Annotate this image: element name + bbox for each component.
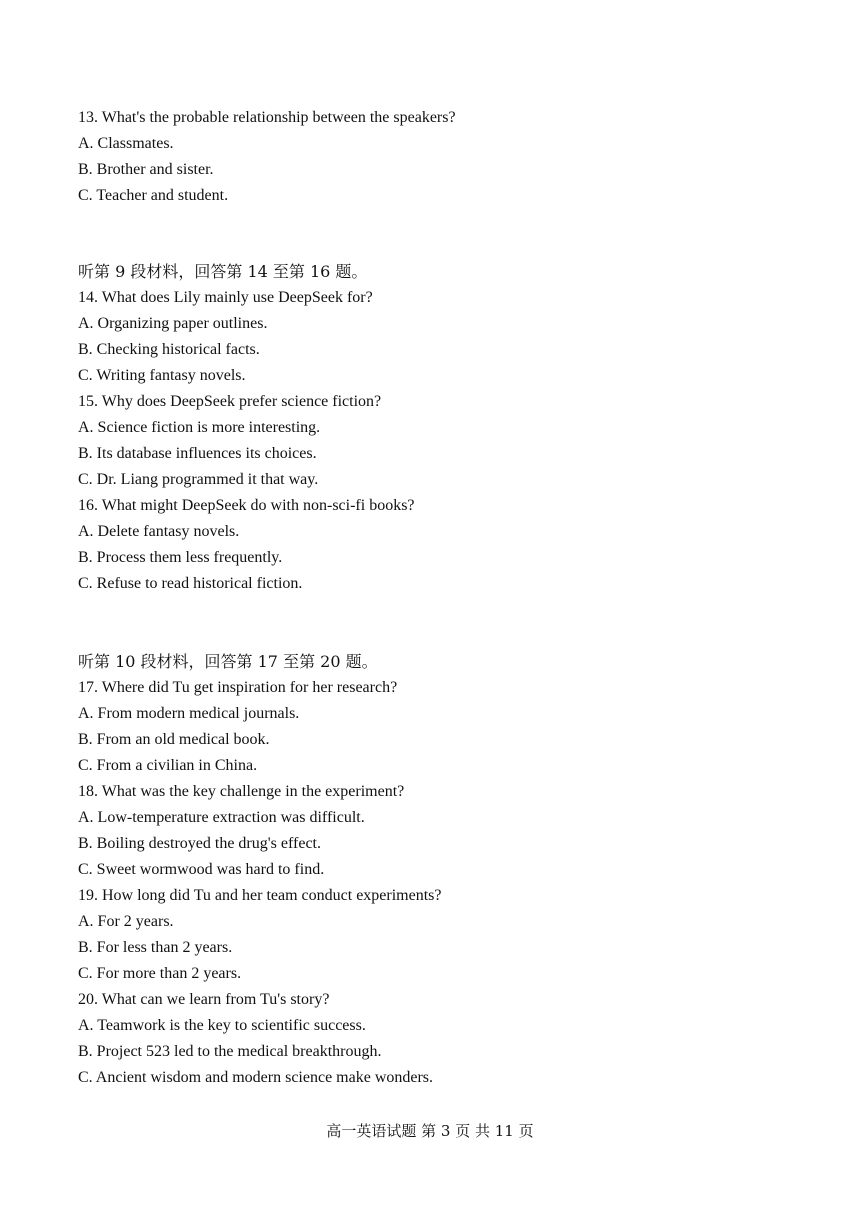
question-19 bbox=[78, 883, 798, 987]
question-18-option-a: A. Low-temperature extraction was difficult. bbox=[78, 809, 365, 826]
question-17 bbox=[78, 675, 798, 779]
question-13-option-a: A. Classmates. bbox=[78, 135, 174, 152]
question-17-option-c: C. From a civilian in China. bbox=[78, 757, 258, 774]
question-19-option-c: C. For more than 2 years. bbox=[78, 965, 242, 982]
question-16 bbox=[78, 493, 798, 597]
question-20-text: 20. What can we learn from Tu's story? bbox=[78, 991, 330, 1008]
section-9-heading: 听第 9 段材料，回答第 14 至第 16 题。 bbox=[78, 262, 368, 281]
question-14-option-b: B. Checking historical facts. bbox=[78, 341, 260, 358]
question-20 bbox=[78, 987, 798, 1091]
question-19-option-b: B. For less than 2 years. bbox=[78, 939, 233, 956]
question-14-option-c: C. Writing fantasy novels. bbox=[78, 367, 246, 384]
question-16-text: 16. What might DeepSeek do with non-sci-fi books? bbox=[78, 497, 415, 514]
question-14-option-a: A. Organizing paper outlines. bbox=[78, 315, 268, 332]
question-16-option-a: A. Delete fantasy novels. bbox=[78, 523, 240, 540]
question-15-option-a: A. Science fiction is more interesting. bbox=[78, 419, 321, 436]
question-18 bbox=[78, 779, 798, 883]
question-20-option-a: A. Teamwork is the key to scientific success. bbox=[78, 1017, 366, 1034]
question-13-option-b: B. Brother and sister. bbox=[78, 161, 214, 178]
question-18-option-b: B. Boiling destroyed the drug's effect. bbox=[78, 835, 321, 852]
question-13-option-c: C. Teacher and student. bbox=[78, 187, 229, 204]
question-20-option-c: C. Ancient wisdom and modern science make wonders. bbox=[78, 1069, 434, 1086]
question-15-option-c: C. Dr. Liang programmed it that way. bbox=[78, 471, 319, 488]
question-19-option-a: A. For 2 years. bbox=[78, 913, 174, 930]
page-footer: 高一英语试题 第 3 页 共 11 页 bbox=[326, 1122, 534, 1140]
question-16-option-c: C. Refuse to read historical fiction. bbox=[78, 575, 303, 592]
page-content bbox=[78, 105, 798, 1091]
question-14 bbox=[78, 285, 798, 389]
question-15 bbox=[78, 389, 798, 493]
question-17-text: 17. Where did Tu get inspiration for her research? bbox=[78, 679, 398, 696]
question-19-text: 19. How long did Tu and her team conduct experiments? bbox=[78, 887, 442, 904]
question-13-text: 13. What's the probable relationship between the speakers? bbox=[78, 109, 456, 126]
question-15-option-b: B. Its database influences its choices. bbox=[78, 445, 317, 462]
question-20-option-b: B. Project 523 led to the medical breakthrough. bbox=[78, 1043, 382, 1060]
question-13 bbox=[78, 105, 798, 209]
question-18-text: 18. What was the key challenge in the experiment? bbox=[78, 783, 405, 800]
question-17-option-b: B. From an old medical book. bbox=[78, 731, 270, 748]
question-15-text: 15. Why does DeepSeek prefer science fiction? bbox=[78, 393, 382, 410]
section-10-heading: 听第 10 段材料，回答第 17 至第 20 题。 bbox=[78, 652, 378, 671]
question-16-option-b: B. Process them less frequently. bbox=[78, 549, 283, 566]
question-18-option-c: C. Sweet wormwood was hard to find. bbox=[78, 861, 325, 878]
question-17-option-a: A. From modern medical journals. bbox=[78, 705, 300, 722]
question-14-text: 14. What does Lily mainly use DeepSeek for? bbox=[78, 289, 373, 306]
